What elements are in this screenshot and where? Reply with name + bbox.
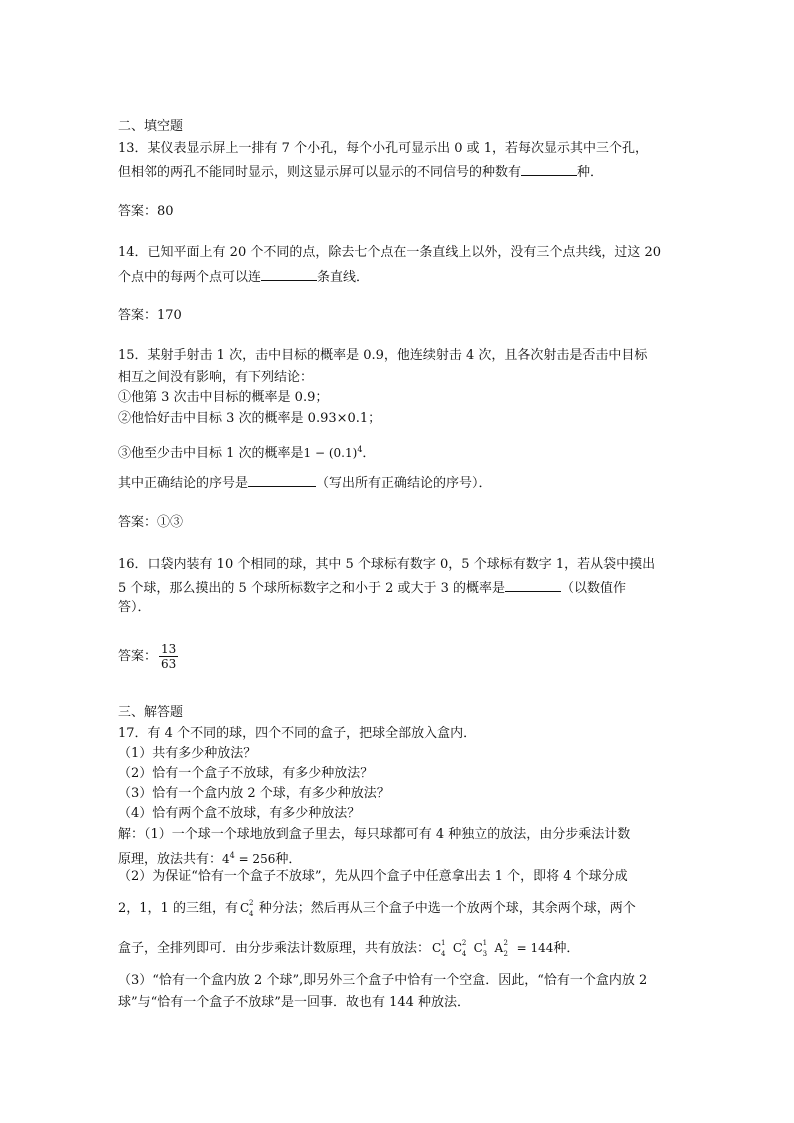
q14-line1: 14．已知平面上有 20 个不同的点，除去七个点在一条直线上以外，没有三个点共线，过这 20 bbox=[118, 245, 662, 260]
q14-answer: 答案：170 bbox=[118, 308, 182, 323]
q15-answer: 答案：①③ bbox=[118, 515, 184, 530]
section-heading-solve: 三、解答题 bbox=[118, 705, 184, 720]
formula: C 1 4 C 2 4 C 1 3 A 2 2 = 144 bbox=[432, 939, 554, 958]
q16-line3: 答）． bbox=[118, 600, 151, 615]
q13-answer: 答案：80 bbox=[118, 204, 174, 219]
q17-part2: （2）恰有一个盒子不放球，有多少种放法？ bbox=[118, 766, 374, 781]
q17-part3: （3）恰有一个盒内放 2 个球，有多少种放法？ bbox=[118, 786, 390, 801]
q16-answer: 答案： $\frac{13}{63}$ bbox=[118, 642, 177, 671]
q15-conclusion-2: ②他恰好击中目标 3 次的概率是 0.93×0.1； bbox=[118, 411, 382, 426]
solution-line7: 球”与“恰有一个盒子不放球”是一回事．故也有 144 种放法． bbox=[118, 995, 471, 1010]
answer-blank bbox=[505, 578, 561, 592]
solution-line2: 原理，放法共有：$4^4 = 256$种． bbox=[118, 851, 302, 867]
q14-line2: 个点中的每两个点可以连 条直线． bbox=[118, 267, 369, 285]
fraction: $\frac{13}{63}$ bbox=[161, 642, 177, 671]
q17-part1: （1）共有多少种放法？ bbox=[118, 746, 257, 761]
q13-line2: 但相邻的两孔不能同时显示，则这显示屏可以显示的不同信号的种数有 种． bbox=[118, 162, 603, 180]
q17-line1: 17．有 4 个不同的球，四个不同的盒子，把球全部放入盒内． bbox=[118, 726, 477, 741]
solution-line4: 2，1，1 的三组，有 C 2 4 种分法；然后再从三个盒子中选一个放两个球，其余两个球，两个 bbox=[118, 899, 636, 918]
formula: $4^4 = 256$ bbox=[222, 851, 276, 866]
q17-part4: （4）恰有两个盒不放球，有多少种放法？ bbox=[118, 806, 361, 821]
solution-line3: （2）为保证“恰有一个盒子不放球”，先从四个盒子中任意拿出去 1 个，即将 4 个球分成 bbox=[118, 869, 628, 884]
solution-line1: 解：（1）一个球一个球地放到盒子里去，每只球都可有 4 种独立的放法，由分步乘法计数 bbox=[118, 827, 631, 842]
q15-line1: 15．某射手射击 1 次，击中目标的概率是 0.9，他连续射击 4 次，且各次射击是否击中目标 bbox=[118, 348, 648, 363]
answer-blank bbox=[248, 473, 316, 487]
q16-line1: 16．口袋内装有 10 个相同的球，其中 5 个球标有数字 0，5 个球标有数字 1，若从袋中摸出 bbox=[118, 557, 656, 572]
q16-line2: 5 个球，那么摸出的 5 个球所标数字之和小于 2 或大于 3 的概率是 （以数值作 bbox=[118, 578, 626, 596]
combination-symbol: C 2 4 bbox=[239, 899, 254, 918]
q15-conclusion-1: ①他第 3 次击中目标的概率是 0.9； bbox=[118, 390, 329, 405]
q15-line2: 相互之间没有影响，有下列结论： bbox=[118, 370, 314, 385]
formula: $1 - (0.1)^4$ bbox=[303, 445, 363, 460]
solution-line5: 盒子，全排列即可．由分步乘法计数原理，共有放法： C 1 4 C 2 4 C 1 3 A 2 2 = 144种． bbox=[118, 939, 580, 958]
answer-blank bbox=[521, 162, 577, 176]
q13-line1: 13．某仪表显示屏上一排有 7 个小孔，每个小孔可显示出 0 或 1，若每次显示其中三个孔， bbox=[118, 141, 649, 156]
q15-conclusion-3: ③他至少击中目标 1 次的概率是$1 - (0.1)^4$． bbox=[118, 445, 376, 461]
answer-blank bbox=[261, 267, 317, 281]
section-heading-fill-in: 二、填空题 bbox=[118, 119, 184, 134]
q15-question: 其中正确结论的序号是 （写出所有正确结论的序号）． bbox=[118, 473, 492, 491]
solution-line6: （3）“恰有一个盒内放 2 个球”,即另外三个盒子中恰有一个空盒．因此，“恰有一个盒内放 2 bbox=[118, 973, 648, 988]
